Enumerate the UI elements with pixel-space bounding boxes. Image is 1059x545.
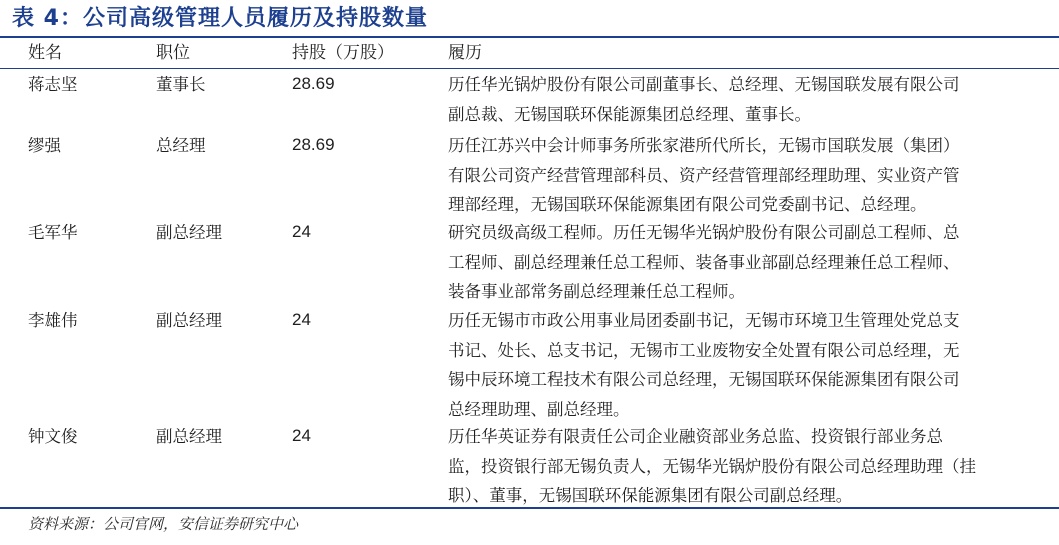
cell-shares: 24: [292, 222, 311, 241]
resume-line: 历任华光锅炉股份有限公司副董事长、总经理、无锡国联发展有限公司: [448, 75, 960, 94]
resume-line: 监，投资银行部无锡负责人，无锡华光锅炉股份有限公司总经理助理（挂: [448, 456, 976, 476]
cell-position: 副总经理: [156, 427, 222, 446]
resume-line: 总经理助理、副总经理。: [448, 399, 630, 419]
cell-position: 副总经理: [156, 311, 222, 330]
cell-name: 李雄伟: [28, 311, 78, 330]
cell-name: 毛军华: [28, 223, 78, 242]
resume-line: 历任华英证券有限责任公司企业融资部业务总监、投资银行部业务总: [448, 427, 943, 446]
header-resume: 履历: [448, 43, 482, 63]
cell-resume: [448, 70, 1048, 129]
resume-line: 有限公司资产经营管理部科员、资产经营管理部经理助理、实业资产管: [448, 165, 960, 185]
cell-position: 总经理: [156, 136, 206, 155]
cell-position: 副总经理: [156, 223, 222, 242]
resume-line: 书记、处长、总支书记，无锡市工业废物安全处置有限公司总经理，无: [448, 340, 960, 360]
cell-position: 董事长: [156, 75, 206, 94]
resume-line: 工程师、副总经理兼任总工程师、装备事业部副总经理兼任总工程师、: [448, 252, 960, 272]
header-rule: [0, 68, 1059, 69]
cell-name: 蒋志坚: [28, 75, 78, 94]
header-name: 姓名: [28, 43, 62, 63]
resume-line: 副总裁、无锡国联环保能源集团总经理、董事长。: [448, 104, 811, 124]
header-shares: 持股（万股）: [292, 43, 394, 63]
resume-line: 历任无锡市市政公用事业局团委副书记，无锡市环境卫生管理处党总支: [448, 311, 960, 330]
resume-line: 研究员级高级工程师。历任无锡华光锅炉股份有限公司副总工程师、总: [448, 223, 960, 242]
cell-resume: [448, 422, 1048, 511]
cell-resume: [448, 306, 1048, 424]
cell-shares: 28.69: [292, 135, 335, 154]
resume-line: 历任江苏兴中会计师事务所张家港所代所长，无锡市国联发展（集团）: [448, 136, 960, 155]
cell-name: 缪强: [28, 136, 61, 155]
cell-name: 钟文俊: [28, 427, 78, 446]
cell-shares: 24: [292, 310, 311, 329]
table-header: [0, 38, 1059, 68]
bottom-rule: [0, 507, 1059, 509]
resume-line: 装备事业部常务副总经理兼任总工程师。: [448, 282, 745, 301]
cell-resume: [448, 218, 1048, 307]
cell-shares: 28.69: [292, 74, 335, 93]
header-position: 职位: [156, 43, 190, 63]
cell-shares: 24: [292, 426, 311, 445]
source-note: 资料来源：公司官网，安信证券研究中心: [28, 515, 299, 533]
resume-line: 锡中辰环境工程技术有限公司总经理，无锡国联环保能源集团有限公司: [448, 370, 960, 389]
cell-resume: [448, 131, 1048, 220]
table-title: 表 4：公司高级管理人员履历及持股数量: [12, 6, 428, 31]
resume-line: 理部经理，无锡国联环保能源集团有限公司党委副书记、总经理。: [448, 195, 927, 214]
resume-line: 职）、董事，无锡国联环保能源集团有限公司副总经理。: [448, 486, 853, 505]
